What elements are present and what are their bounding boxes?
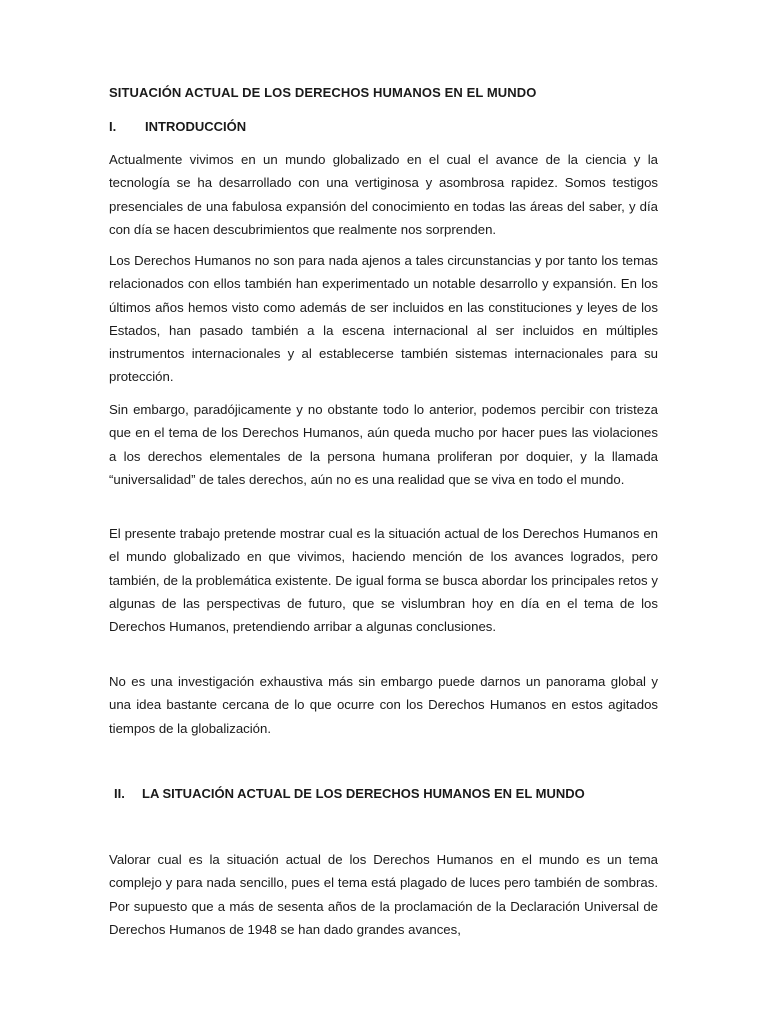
section-number: II.	[114, 786, 125, 801]
section-heading-situacion-actual	[114, 786, 585, 801]
document-title: SITUACIÓN ACTUAL DE LOS DERECHOS HUMANOS EN EL MUNDO	[109, 85, 537, 100]
paragraph-5: No es una investigación exhaustiva más sin embargo puede darnos un panorama global y una idea bastante cercana de lo que ocurre con los Derechos Humanos en estos agitados tiempos de la globalización.	[109, 674, 658, 736]
section-number: I.	[109, 119, 117, 134]
paragraph-3: Sin embargo, paradójicamente y no obstante todo lo anterior, podemos percibir con tristeza que en el tema de los Derechos Humanos, aún queda mucho por hacer pues las violaciones a los derechos elementales de la persona humana proliferan por doquier, y la llamada “universalidad” de tales derechos, aún no es una realidad que se viva en todo el mundo.	[109, 402, 658, 487]
paragraph-4: El presente trabajo pretende mostrar cual es la situación actual de los Derechos Humanos en el mundo globalizado en que vivimos, haciendo mención de los avances logrados, pero también, de la problemática existente. De igual forma se busca abordar los principales retos y algunas de las perspectivas de futuro, que se vislumbran hoy en día en el tema de los Derechos Humanos, pretendiendo arribar a algunas conclusiones.	[109, 526, 658, 635]
section-title: LA SITUACIÓN ACTUAL DE LOS DERECHOS HUMANOS EN EL MUNDO	[142, 786, 585, 801]
paragraph-6: Valorar cual es la situación actual de los Derechos Humanos en el mundo es un tema complejo y para nada sencillo, pues el tema está plagado de luces pero también de sombras. Por supuesto que a más de sesenta años de la proclamación de la Declaración Universal de Derechos Humanos de 1948 se han dado grandes avances,	[109, 852, 658, 937]
paragraph-1: Actualmente vivimos en un mundo globalizado en el cual el avance de la ciencia y la tecnología se ha desarrollado con una vertiginosa y asombrosa rapidez. Somos testigos presenciales de una fabulosa expansión del conocimiento en todas las áreas del saber, y día con día se hacen descubrimientos que realmente nos sorprenden.	[109, 152, 658, 237]
section-title: INTRODUCCIÓN	[145, 119, 247, 134]
section-heading-introduccion	[109, 119, 246, 134]
paragraph-2: Los Derechos Humanos no son para nada ajenos a tales circunstancias y por tanto los temas relacionados con ellos también han experimentado un notable desarrollo y expansión. En los últimos años hemos visto como además de ser incluidos en las constituciones y leyes de los Estados, han pasado también a la escena internacional al ser incluidos en múltiples instrumentos internacionales y al establecerse también sistemas internacionales para su protección.	[109, 253, 658, 385]
